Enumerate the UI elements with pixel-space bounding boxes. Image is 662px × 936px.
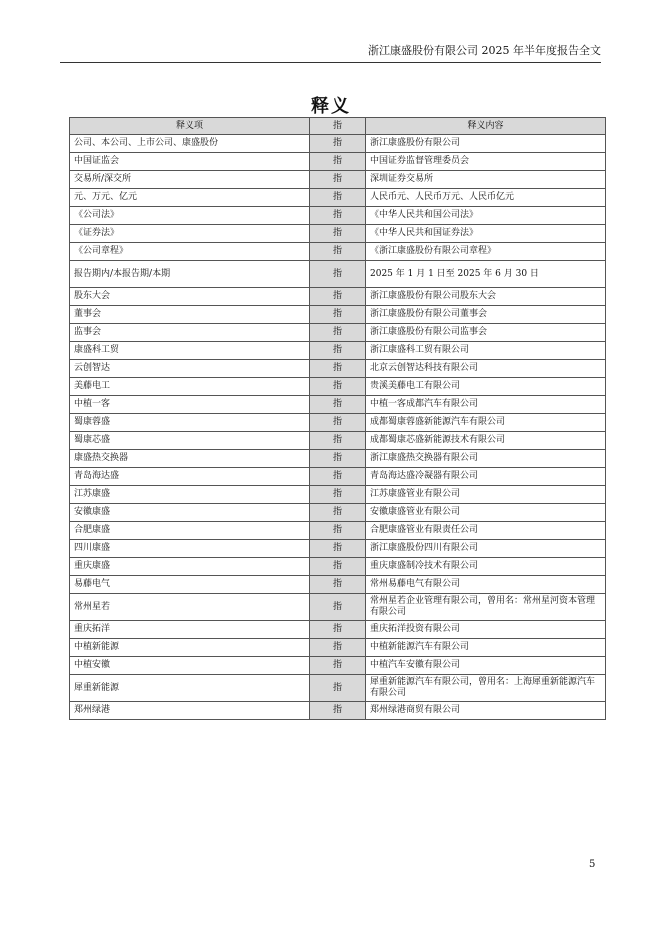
table-header-row	[70, 118, 606, 135]
term-cell: 《公司法》	[70, 207, 310, 225]
definition-cell: 郑州绿港商贸有限公司	[366, 702, 606, 720]
table-row	[70, 558, 606, 576]
refers-cell: 指	[310, 657, 366, 675]
refers-cell: 指	[310, 207, 366, 225]
term-cell: 青岛海达盛	[70, 468, 310, 486]
term-cell: 重庆康盛	[70, 558, 310, 576]
term-cell: 董事会	[70, 306, 310, 324]
term-cell: 元、万元、亿元	[70, 189, 310, 207]
term-cell: 合肥康盛	[70, 522, 310, 540]
refers-cell: 指	[310, 522, 366, 540]
definition-cell: 中植一客成都汽车有限公司	[366, 396, 606, 414]
refers-cell: 指	[310, 153, 366, 171]
definition-cell: 成都蜀康蓉盛新能源汽车有限公司	[366, 414, 606, 432]
definition-cell: 贵溪美藤电工有限公司	[366, 378, 606, 396]
term-cell: 四川康盛	[70, 540, 310, 558]
definition-cell: 《浙江康盛股份有限公司章程》	[366, 243, 606, 261]
page-header	[60, 44, 601, 63]
table-row	[70, 657, 606, 675]
definition-cell: 安徽康盛管业有限公司	[366, 504, 606, 522]
definition-cell: 江苏康盛管业有限公司	[366, 486, 606, 504]
refers-cell: 指	[310, 432, 366, 450]
term-cell: 《证券法》	[70, 225, 310, 243]
definitions-table	[69, 117, 606, 720]
table-row	[70, 288, 606, 306]
table-row	[70, 675, 606, 702]
refers-cell: 指	[310, 171, 366, 189]
refers-cell: 指	[310, 342, 366, 360]
definition-cell: 常州星若企业管理有限公司，曾用名：常州星河资本管理有限公司	[366, 594, 606, 621]
table-row	[70, 135, 606, 153]
refers-cell: 指	[310, 504, 366, 522]
table-row	[70, 243, 606, 261]
definition-cell: 浙江康盛股份四川有限公司	[366, 540, 606, 558]
header-term: 释义项	[70, 118, 310, 135]
term-cell: 安徽康盛	[70, 504, 310, 522]
definition-cell: 深圳证券交易所	[366, 171, 606, 189]
refers-cell: 指	[310, 135, 366, 153]
definition-cell: 犀重新能源汽车有限公司，曾用名：上海犀重新能源汽车有限公司	[366, 675, 606, 702]
refers-cell: 指	[310, 576, 366, 594]
refers-cell: 指	[310, 288, 366, 306]
table-row	[70, 702, 606, 720]
term-cell: 中国证监会	[70, 153, 310, 171]
definition-cell: 成都蜀康芯盛新能源技术有限公司	[366, 432, 606, 450]
table-row	[70, 306, 606, 324]
table-row	[70, 486, 606, 504]
refers-cell: 指	[310, 396, 366, 414]
term-cell: 江苏康盛	[70, 486, 310, 504]
definition-cell: 重庆拓洋投资有限公司	[366, 621, 606, 639]
table-row	[70, 378, 606, 396]
definition-cell: 浙江康盛股份有限公司监事会	[366, 324, 606, 342]
refers-cell: 指	[310, 675, 366, 702]
table-row	[70, 414, 606, 432]
header-definition: 释义内容	[366, 118, 606, 135]
definition-cell: 中国证券监督管理委员会	[366, 153, 606, 171]
definition-cell: 重庆康盛制冷技术有限公司	[366, 558, 606, 576]
refers-cell: 指	[310, 306, 366, 324]
refers-cell: 指	[310, 414, 366, 432]
definition-cell: 《中华人民共和国公司法》	[366, 207, 606, 225]
term-cell: 蜀康芯盛	[70, 432, 310, 450]
table-row	[70, 621, 606, 639]
header-text: 浙江康盛股份有限公司 2025 年半年度报告全文	[368, 44, 601, 57]
term-cell: 易藤电气	[70, 576, 310, 594]
definition-cell: 中植新能源汽车有限公司	[366, 639, 606, 657]
definition-cell: 浙江康盛热交换器有限公司	[366, 450, 606, 468]
term-cell: 监事会	[70, 324, 310, 342]
table-row	[70, 360, 606, 378]
table-row	[70, 432, 606, 450]
page-number: 5	[589, 859, 596, 870]
table-row	[70, 171, 606, 189]
term-cell: 中植安徽	[70, 657, 310, 675]
refers-cell: 指	[310, 594, 366, 621]
refers-cell: 指	[310, 225, 366, 243]
refers-cell: 指	[310, 621, 366, 639]
term-cell: 交易所/深交所	[70, 171, 310, 189]
term-cell: 重庆拓洋	[70, 621, 310, 639]
table-body	[70, 135, 606, 720]
term-cell: 郑州绿港	[70, 702, 310, 720]
refers-cell: 指	[310, 702, 366, 720]
definition-cell: 2025 年 1 月 1 日至 2025 年 6 月 30 日	[366, 261, 606, 288]
table-row	[70, 189, 606, 207]
term-cell: 中植一客	[70, 396, 310, 414]
term-cell: 美藤电工	[70, 378, 310, 396]
refers-cell: 指	[310, 558, 366, 576]
term-cell: 康盛热交换器	[70, 450, 310, 468]
table-row	[70, 225, 606, 243]
refers-cell: 指	[310, 450, 366, 468]
definition-cell: 《中华人民共和国证券法》	[366, 225, 606, 243]
definition-cell: 浙江康盛股份有限公司董事会	[366, 306, 606, 324]
term-cell: 常州星若	[70, 594, 310, 621]
term-cell: 云创智达	[70, 360, 310, 378]
table-row	[70, 324, 606, 342]
refers-cell: 指	[310, 540, 366, 558]
term-cell: 股东大会	[70, 288, 310, 306]
page-title: 释义	[311, 96, 351, 117]
table-row	[70, 468, 606, 486]
refers-cell: 指	[310, 189, 366, 207]
refers-cell: 指	[310, 360, 366, 378]
term-cell: 蜀康蓉盛	[70, 414, 310, 432]
definition-cell: 人民币元、人民币万元、人民币亿元	[366, 189, 606, 207]
table-row	[70, 504, 606, 522]
definition-cell: 青岛海达盛冷凝器有限公司	[366, 468, 606, 486]
refers-cell: 指	[310, 378, 366, 396]
term-cell: 公司、本公司、上市公司、康盛股份	[70, 135, 310, 153]
table-row	[70, 396, 606, 414]
table-row	[70, 207, 606, 225]
table-row	[70, 576, 606, 594]
table-row	[70, 522, 606, 540]
definition-cell: 合肥康盛管业有限责任公司	[366, 522, 606, 540]
term-cell: 《公司章程》	[70, 243, 310, 261]
definition-cell: 北京云创智达科技有限公司	[366, 360, 606, 378]
term-cell: 中植新能源	[70, 639, 310, 657]
refers-cell: 指	[310, 243, 366, 261]
definition-cell: 浙江康盛股份有限公司股东大会	[366, 288, 606, 306]
table-row	[70, 153, 606, 171]
table-row	[70, 342, 606, 360]
term-cell: 康盛科工贸	[70, 342, 310, 360]
header-refers: 指	[310, 118, 366, 135]
refers-cell: 指	[310, 324, 366, 342]
table-row	[70, 450, 606, 468]
term-cell: 犀重新能源	[70, 675, 310, 702]
table-row	[70, 594, 606, 621]
refers-cell: 指	[310, 639, 366, 657]
table-row	[70, 261, 606, 288]
definition-cell: 中植汽车安徽有限公司	[366, 657, 606, 675]
definition-cell: 浙江康盛科工贸有限公司	[366, 342, 606, 360]
table-row	[70, 639, 606, 657]
refers-cell: 指	[310, 468, 366, 486]
refers-cell: 指	[310, 486, 366, 504]
table-row	[70, 540, 606, 558]
definition-cell: 常州易藤电气有限公司	[366, 576, 606, 594]
term-cell: 报告期内/本报告期/本期	[70, 261, 310, 288]
refers-cell: 指	[310, 261, 366, 288]
definition-cell: 浙江康盛股份有限公司	[366, 135, 606, 153]
